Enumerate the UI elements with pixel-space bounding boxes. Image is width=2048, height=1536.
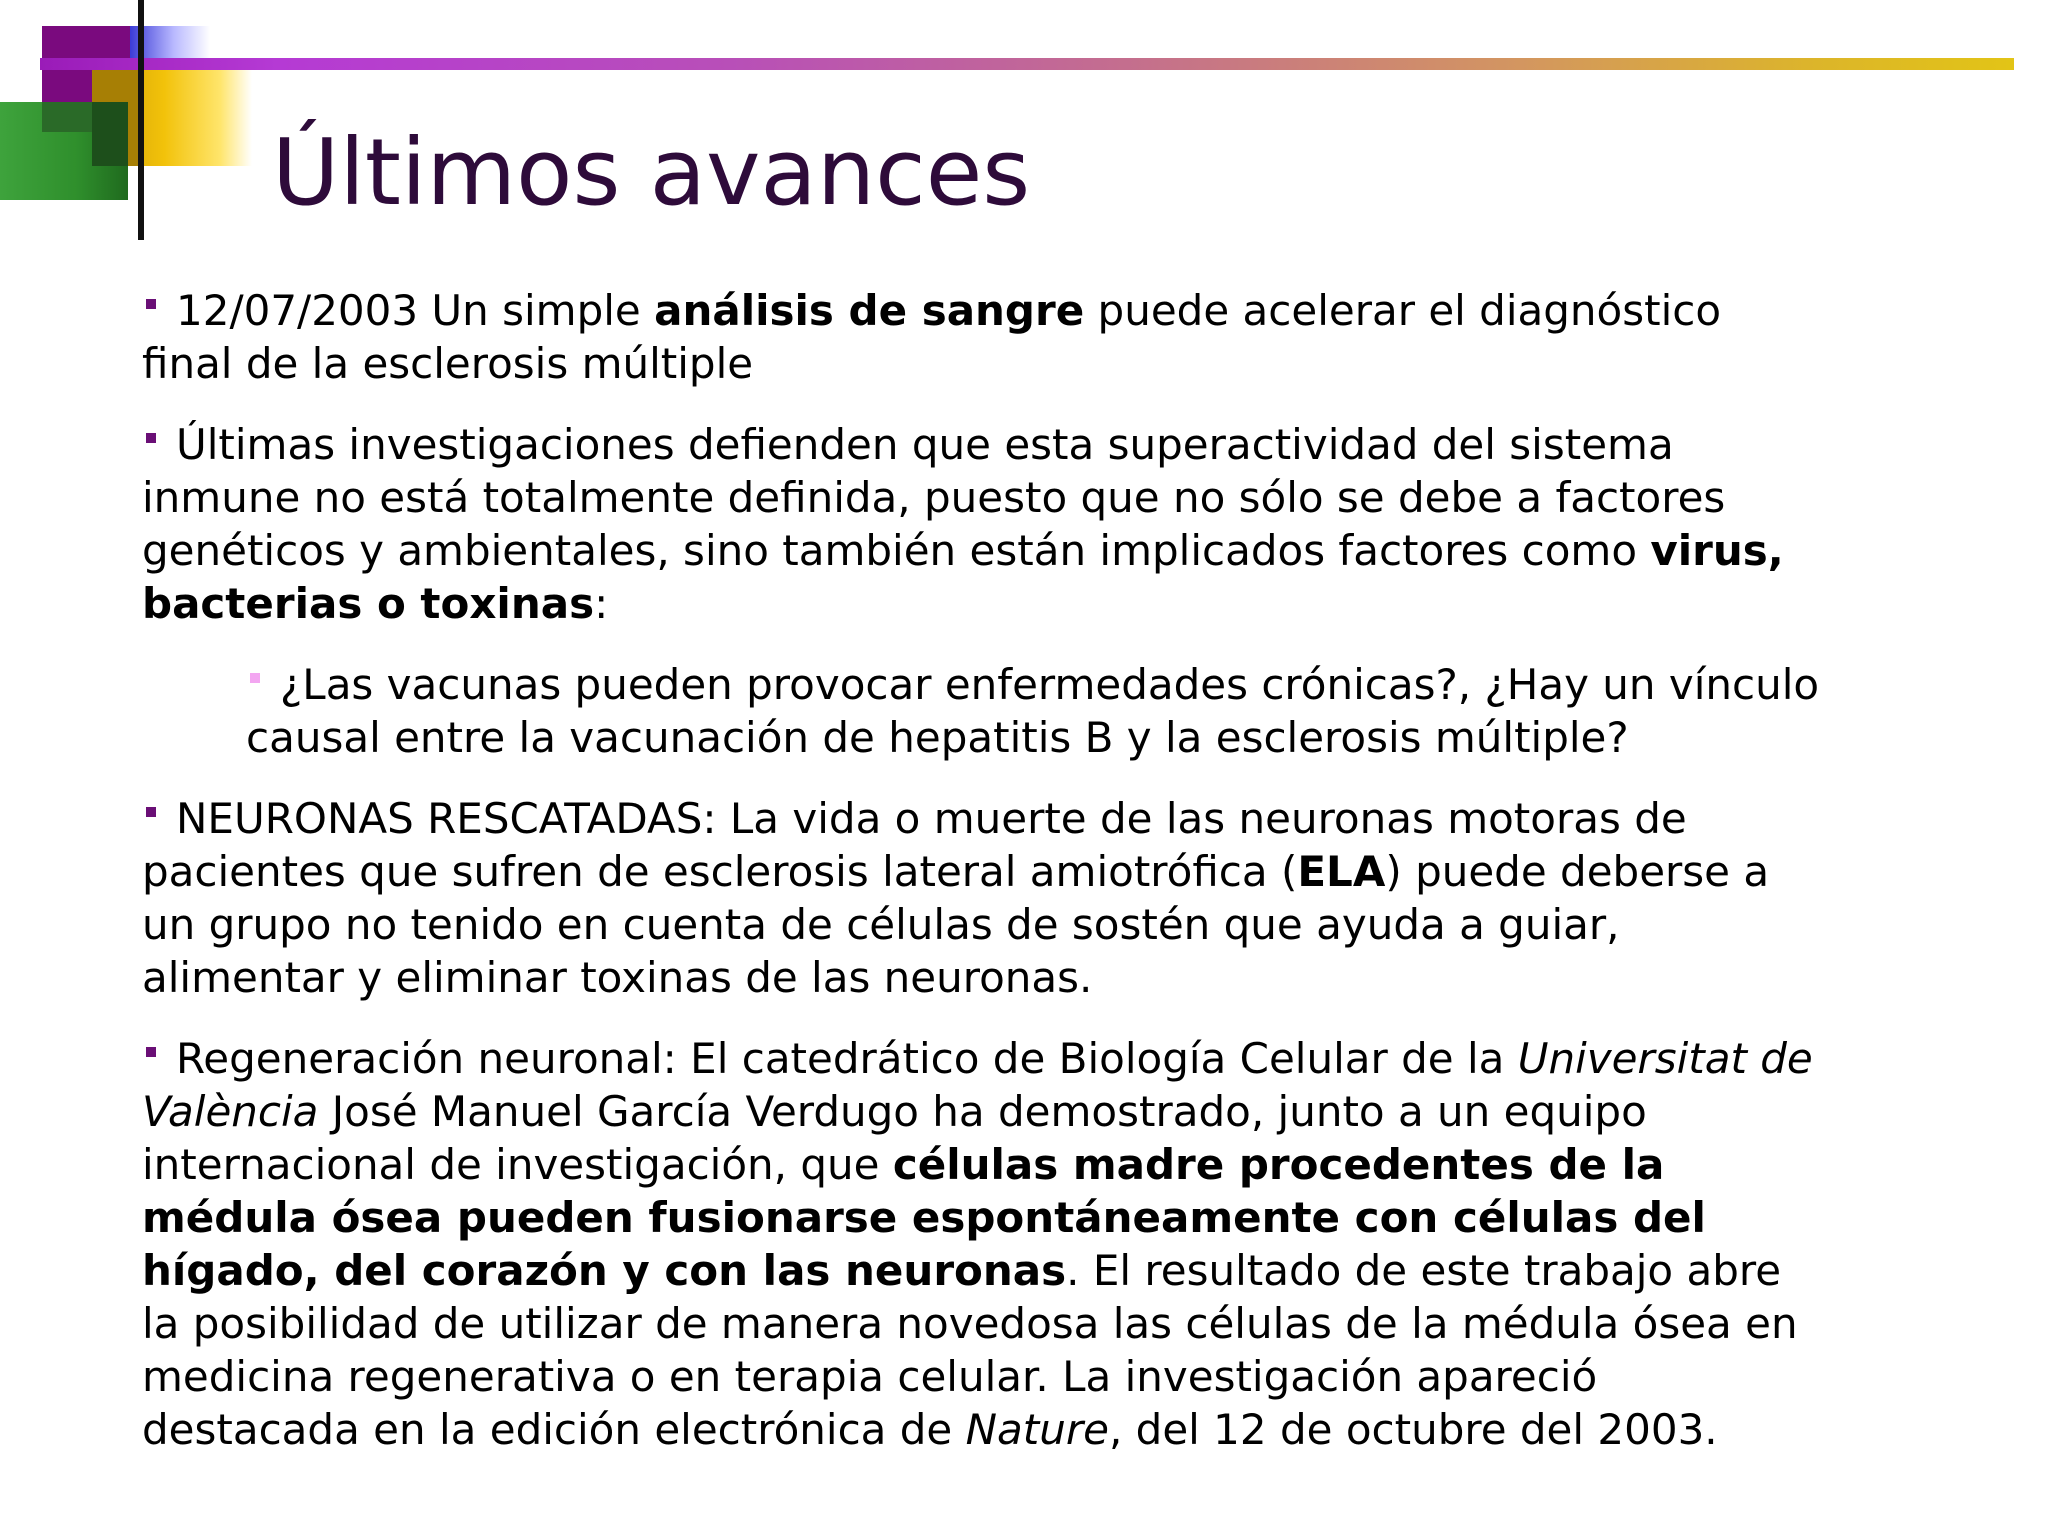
text-line — [142, 337, 1942, 390]
text-run: medicina regenerativa o en terapia celular. La investigación apareció — [142, 1352, 1598, 1401]
text-line — [142, 1297, 1942, 1350]
text-line — [246, 711, 1942, 764]
text-line — [142, 1138, 1942, 1191]
text-line — [142, 418, 1942, 471]
text-line — [142, 1191, 1942, 1244]
bold-text-run: virus, — [1650, 526, 1784, 575]
square-bullet-icon — [146, 299, 156, 309]
text-line — [142, 898, 1942, 951]
slide-title: Últimos avances — [272, 119, 1031, 226]
decor-overlap-green — [42, 102, 92, 132]
italic-text-run: Nature — [965, 1405, 1109, 1454]
bullet-neural-regeneration — [142, 1032, 1942, 1456]
text-run: 12/07/2003 Un simple — [176, 286, 655, 335]
square-bullet-icon — [250, 673, 260, 683]
text-line — [142, 471, 1942, 524]
text-line — [142, 1403, 1942, 1456]
decor-square-green-dark — [92, 102, 128, 166]
text-run: pacientes que sufren de esclerosis lateral amiotrófica ( — [142, 847, 1298, 896]
sub-bullet-vaccines — [246, 658, 1942, 764]
text-line — [142, 951, 1942, 1004]
text-run: internacional de investigación, que — [142, 1140, 893, 1189]
text-run: ) puede deberse a — [1385, 847, 1770, 896]
text-run: Últimas investigaciones defienden que esta superactividad del sistema — [176, 420, 1674, 469]
bold-text-run: células madre procedentes de la — [892, 1140, 1665, 1189]
text-line — [142, 792, 1942, 845]
text-run: José Manuel García Verdugo ha demostrado, junto a un equipo — [318, 1087, 1647, 1136]
bold-text-run: hígado, del corazón y con las neuronas — [142, 1246, 1067, 1295]
text-run: Regeneración neuronal: El catedrático de Biología Celular de la — [176, 1034, 1518, 1083]
text-run: final de la esclerosis múltiple — [142, 339, 754, 388]
text-line — [142, 577, 1942, 630]
italic-text-run: Universitat de — [1517, 1034, 1813, 1083]
text-run: : — [594, 579, 609, 628]
bullet-rescued-neurons — [142, 792, 1942, 1004]
bold-text-run: ELA — [1297, 847, 1386, 896]
slide-body — [142, 284, 1942, 1456]
bold-text-run: análisis de sangre — [654, 286, 1085, 335]
text-run: . El resultado de este trabajo abre — [1066, 1246, 1782, 1295]
text-run: NEURONAS RESCATADAS: La vida o muerte de las neuronas motoras de — [176, 794, 1687, 843]
text-line — [142, 1085, 1942, 1138]
text-run: inmune no está totalmente definida, puesto que no sólo se debe a factores — [142, 473, 1726, 522]
text-line — [142, 845, 1942, 898]
text-line — [142, 284, 1942, 337]
text-run: destacada en la edición electrónica de — [142, 1405, 966, 1454]
text-run: ¿Las vacunas pueden provocar enfermedades crónicas?, ¿Hay un vínculo — [280, 660, 1820, 709]
square-bullet-icon — [146, 807, 156, 817]
text-run: un grupo no tenido en cuenta de células de sostén que ayuda a guiar, — [142, 900, 1620, 949]
text-line — [246, 658, 1942, 711]
bullet-blood-analysis — [142, 284, 1942, 390]
bold-text-run: bacterias o toxinas — [142, 579, 595, 628]
title-gradient-bar — [40, 58, 2014, 70]
text-run: puede acelerar el diagnóstico — [1084, 286, 1722, 335]
italic-text-run: València — [142, 1087, 319, 1136]
text-line — [142, 1244, 1942, 1297]
text-run: causal entre la vacunación de hepatitis B y la esclerosis múltiple? — [246, 713, 1629, 762]
text-line — [142, 524, 1942, 577]
text-run: , del 12 de octubre del 2003. — [1108, 1405, 1718, 1454]
text-run: la posibilidad de utilizar de manera novedosa las células de la médula ósea en — [142, 1299, 1798, 1348]
square-bullet-icon — [146, 433, 156, 443]
text-line — [142, 1350, 1942, 1403]
square-bullet-icon — [146, 1047, 156, 1057]
text-run: genéticos y ambientales, sino también están implicados factores como — [142, 526, 1651, 575]
text-run: alimentar y eliminar toxinas de las neuronas. — [142, 953, 1093, 1002]
decor-vertical-line — [138, 0, 144, 240]
bullet-immune-research — [142, 418, 1942, 630]
text-line — [142, 1032, 1942, 1085]
bold-text-run: médula ósea pueden fusionarse espontáneamente con células del — [142, 1193, 1706, 1242]
